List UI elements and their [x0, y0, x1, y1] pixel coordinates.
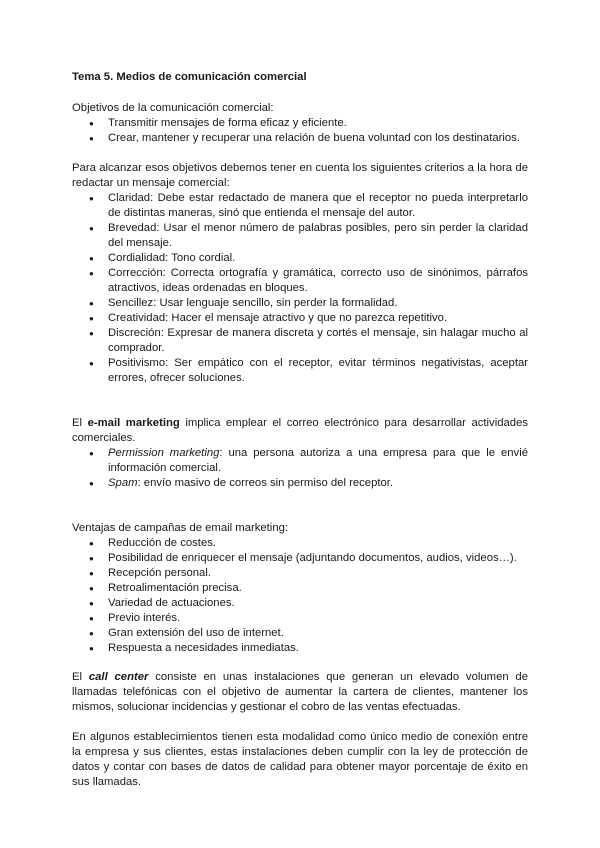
list-item: ● Cordialidad: Tono cordial. — [72, 251, 528, 266]
list-item-term: Spam — [108, 477, 138, 489]
page-title: Tema 5. Medios de comunicación comercial — [72, 71, 307, 83]
criterios-list — [72, 191, 528, 386]
establecimientos-paragraph: En algunos establecimientos tienen esta modalidad como único medio de conexión entre la empresa y sus clientes, estas instalaciones deben cumplir con la ley de protección de datos y contar con bases de datos de calidad para obtener mayor porcentaje de éxito en sus llamadas. — [72, 731, 528, 788]
list-item: ● Corrección: Correcta ortografía y gramática, correcto uso de sinónimos, párrafos atractivos, ideas ordenadas en bloques. — [72, 266, 528, 296]
list-item: ● Variedad de actuaciones. — [72, 596, 528, 611]
document-content — [72, 70, 528, 790]
list-item: ● Discreción: Expresar de manera discreta y cortés el mensaje, sin halagar mucho al comprador. — [72, 326, 528, 356]
list-item-text: : una persona autoriza a una empresa para que le envié información comercial. — [108, 447, 528, 474]
email-intro-after: implica emplear el correo electrónico para desarrollar actividades comerciales. — [72, 417, 528, 444]
callcenter-after: consiste en unas instalaciones que generan un elevado volumen de llamadas telefónicas con el objetivo de aumentar la cartera de clientes, mantener los mismos, solucionar incidencias y gestionar el cobro de las ventas efectuadas. — [72, 671, 528, 713]
list-item: ● Crear, mantener y recuperar una relación de buena voluntad con los destinatarios. — [72, 131, 528, 146]
list-item-text: : envío masivo de correos sin permiso del receptor. — [137, 477, 394, 489]
list-item: ● Recepción personal. — [72, 566, 528, 581]
list-item: ● Creatividad: Hacer el mensaje atractivo y que no parezca repetitivo. — [72, 311, 528, 326]
callcenter-term: call center — [88, 671, 149, 683]
list-item: ● Brevedad: Usar el menor número de palabras posibles, pero sin perder la claridad del mensaje. — [72, 221, 528, 251]
list-item: ● Sencillez: Usar lenguaje sencillo, sin perder la formalidad. — [72, 296, 528, 311]
email-list — [72, 446, 528, 491]
list-item-term: Permission marketing — [108, 447, 220, 459]
list-item: ● Reducción de costes. — [72, 536, 528, 551]
list-item: ● Respuesta a necesidades inmediatas. — [72, 641, 528, 656]
list-item: ● Gran extensión del uso de internet. — [72, 626, 528, 641]
ventajas-list — [72, 536, 528, 656]
email-intro-before: El — [72, 417, 88, 429]
list-item: ● Previo interés. — [72, 611, 528, 626]
email-term: e-mail marketing — [87, 417, 180, 429]
ventajas-intro: Ventajas de campañas de email marketing: — [72, 522, 289, 534]
list-item — [72, 446, 528, 476]
callcenter-paragraph — [72, 670, 528, 715]
list-item: ● Retroalimentación precisa. — [72, 581, 528, 596]
list-item: ● Claridad: Debe estar redactado de manera que el receptor no pueda interpretarlo de distintas maneras, sinó que entienda el mensaje del autor. — [72, 191, 528, 221]
email-intro — [72, 416, 528, 446]
list-item: ● Positivismo: Ser empático con el receptor, evitar términos negativistas, aceptar errores, ofrecer soluciones. — [72, 356, 528, 386]
objetivos-list — [72, 116, 528, 146]
callcenter-before: El — [72, 671, 89, 683]
objetivos-intro: Objetivos de la comunicación comercial: — [72, 102, 274, 114]
list-item — [72, 476, 528, 491]
criterios-intro: Para alcanzar esos objetivos debemos tener en cuenta los siguientes criterios a la hora de redactar un mensaje comercial: — [72, 162, 528, 189]
list-item: ● Posibilidad de enriquecer el mensaje (adjuntando documentos, audios, videos…). — [72, 551, 528, 566]
list-item: ● Transmitir mensajes de forma eficaz y eficiente. — [72, 116, 528, 131]
